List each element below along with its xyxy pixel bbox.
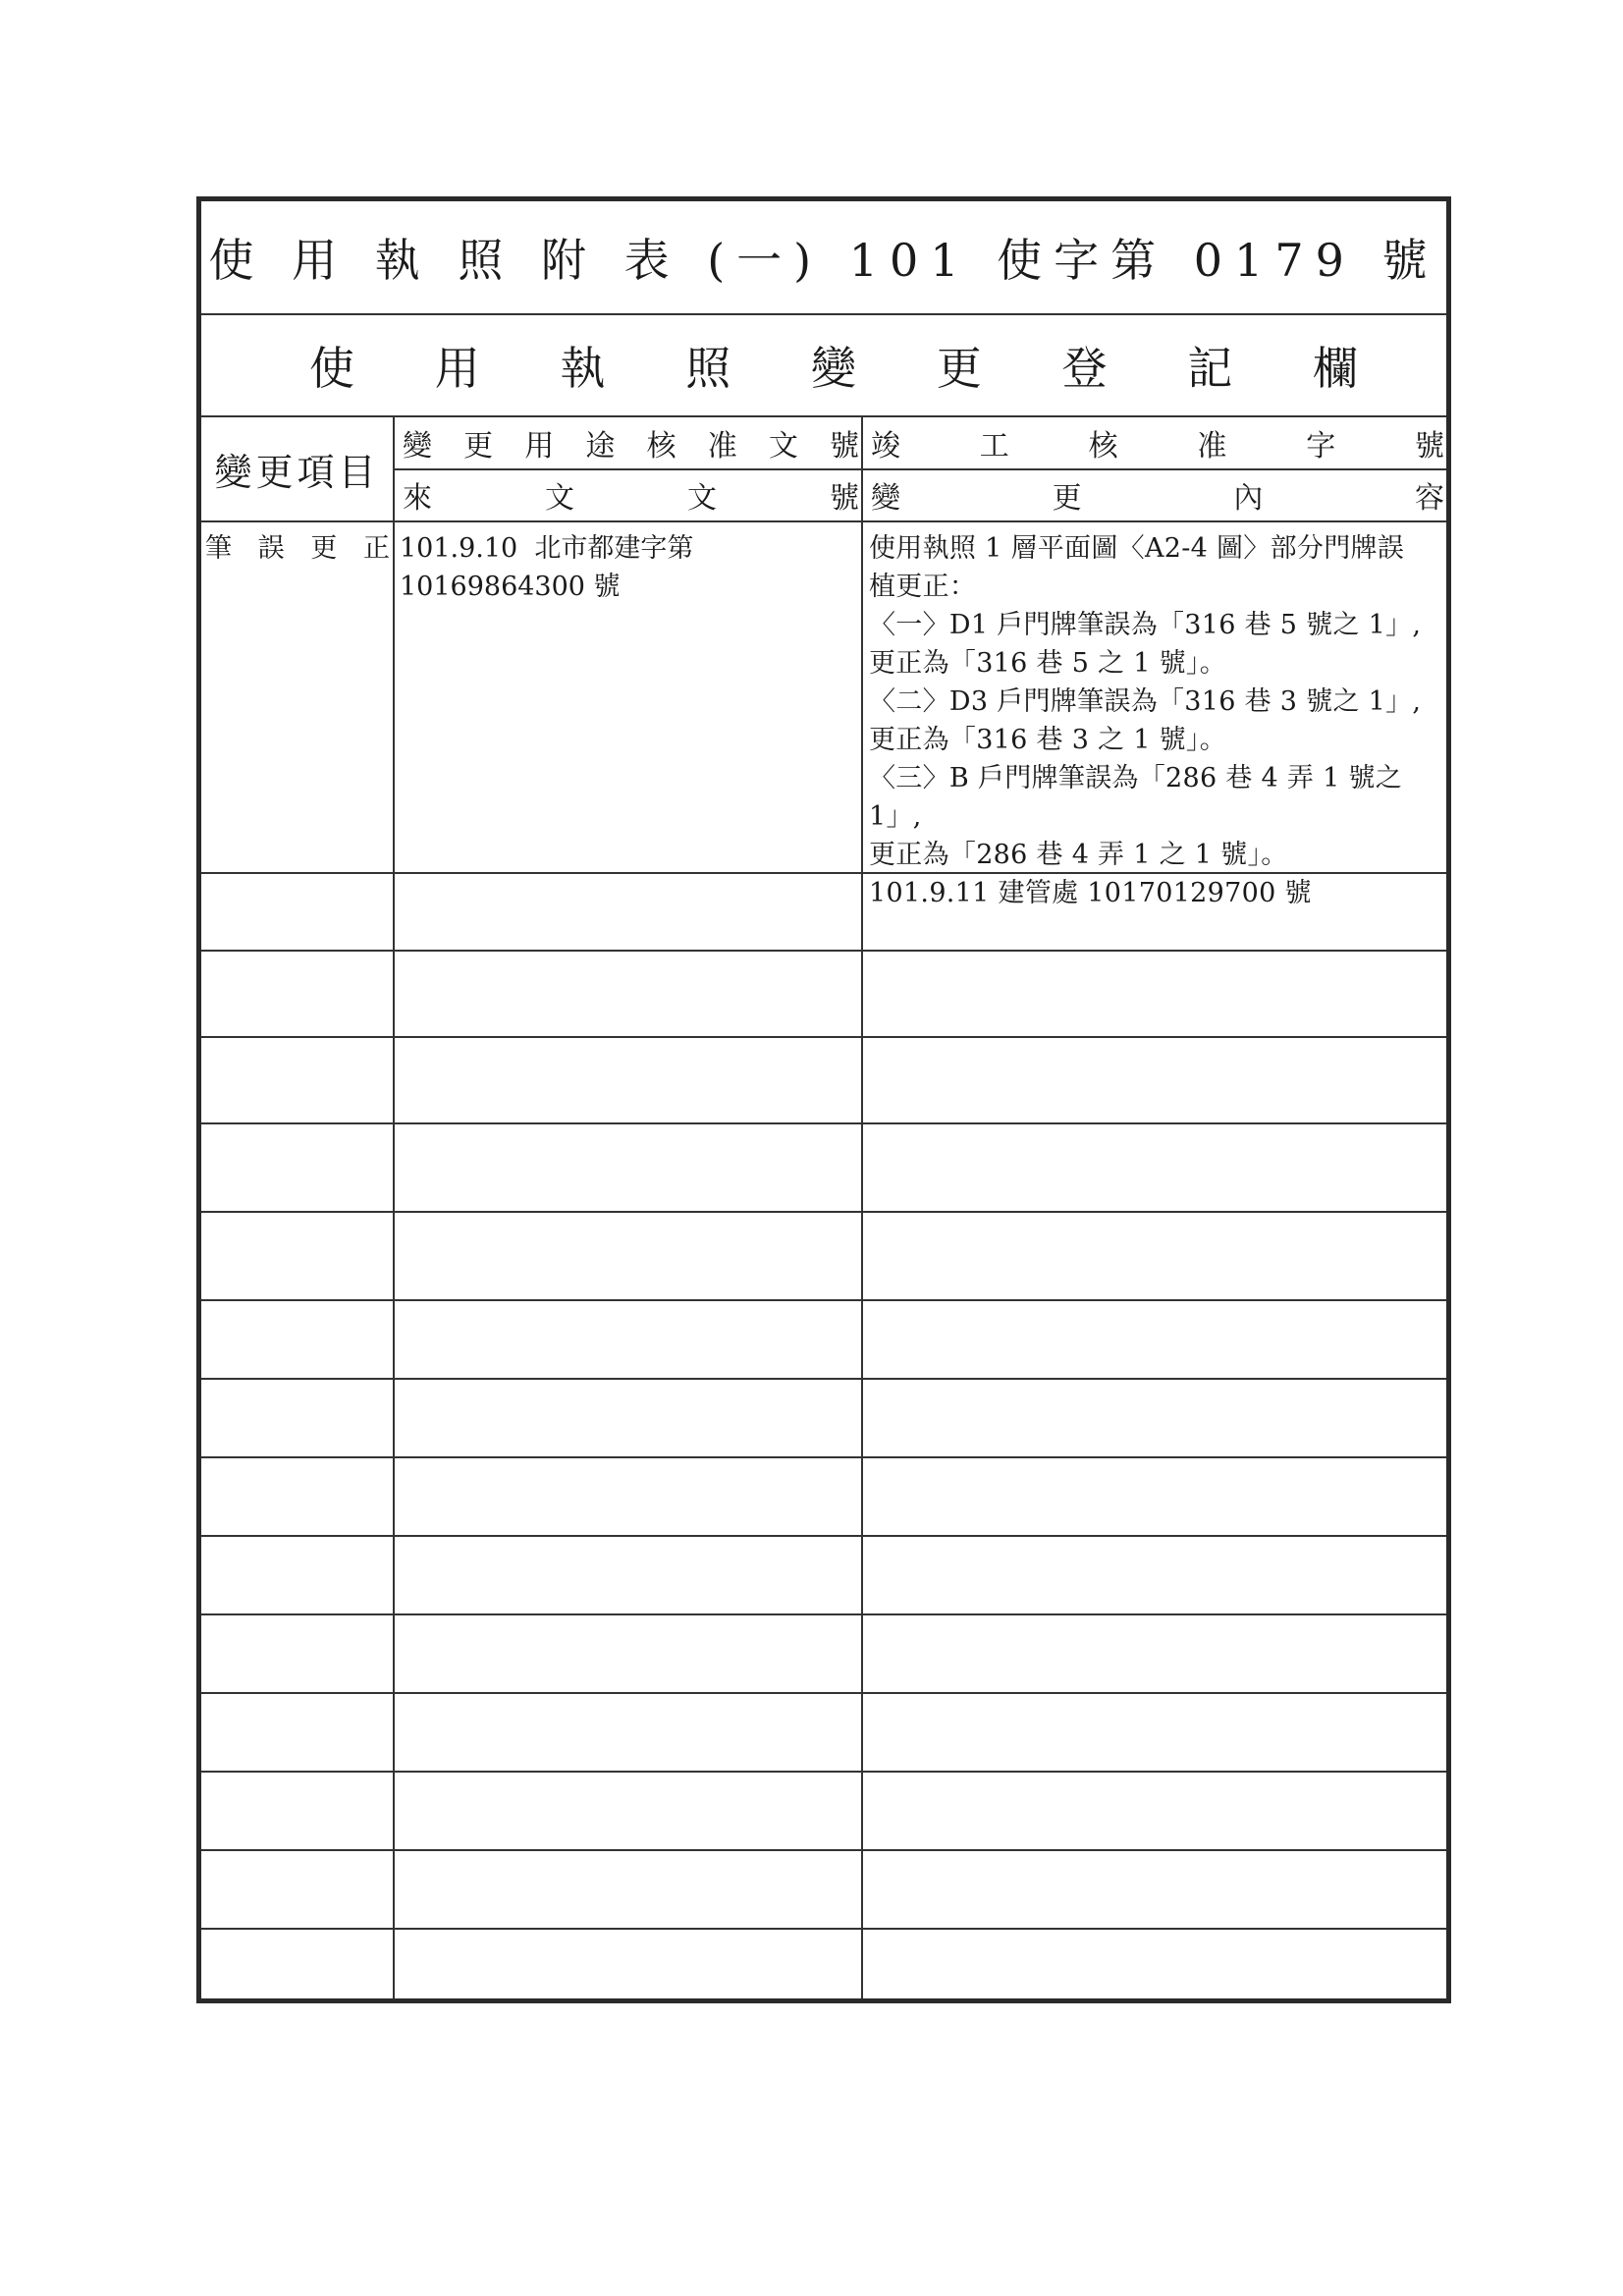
header-char: 用 <box>524 429 555 464</box>
row-line <box>201 1456 1446 1458</box>
item-char: 更 <box>310 533 338 564</box>
header-char: 核 <box>646 429 676 464</box>
table-row-doc-number: 101.9.10 北市都建字第 10169864300 號 <box>400 533 694 602</box>
subtitle-char: 登 <box>1061 342 1108 395</box>
subtitle-char: 記 <box>1187 342 1233 395</box>
header-char: 文 <box>768 429 798 464</box>
column-divider <box>393 417 395 1998</box>
subtitle-char: 使 <box>309 342 354 395</box>
subtitle-char: 變 <box>811 342 856 395</box>
header-char: 准 <box>707 429 737 464</box>
table-row-item <box>205 529 390 568</box>
usage-permit-form <box>196 196 1451 2003</box>
subtitle-char: 用 <box>434 342 480 395</box>
header-char: 變 <box>871 481 900 516</box>
change-registration-table <box>201 417 1446 1998</box>
header-char: 准 <box>1197 429 1227 464</box>
subtitle-char: 欄 <box>1313 342 1358 395</box>
row-line <box>201 1771 1446 1773</box>
section-title <box>309 315 1358 415</box>
row-line <box>201 950 1446 952</box>
header-change-item: 變更項目 <box>214 451 380 494</box>
header-char: 文 <box>545 481 574 516</box>
header-char: 容 <box>1414 481 1444 516</box>
subtitle-char: 照 <box>685 342 731 395</box>
row-line <box>201 872 1446 874</box>
subtitle-row <box>201 315 1446 417</box>
header-char: 號 <box>830 481 859 516</box>
row-line <box>201 1299 1446 1301</box>
header-char: 號 <box>1414 429 1444 464</box>
row-line <box>201 1849 1446 1851</box>
header-char: 工 <box>979 429 1009 464</box>
header-char: 更 <box>463 429 494 464</box>
header-char: 途 <box>585 429 616 464</box>
item-char: 筆 <box>205 533 232 564</box>
subtitle-char: 執 <box>560 342 606 395</box>
table-row-content: 使用執照 1 層平面圖〈A2-4 圖〉部分門牌誤 植更正： 〈一〉D1 戶門牌筆誤為「316 巷 5 號之 1」, 更正為「316 巷 5 之 1 號」。 〈二〉D3 戶門牌筆誤為「316 巷 3 號之 1」, 更正為「316 巷 3 之 1 號」。 〈三〉B 戶門牌筆誤為「286 巷 4 弄 1 號之 1」, 更正為「286 巷 4 弄 1 之 1 號」。 101.9.11 建管處 10170129700 號 <box>869 533 1422 908</box>
row-line <box>201 1122 1446 1124</box>
row-line <box>201 1036 1446 1038</box>
row-line <box>201 1535 1446 1537</box>
header-char: 變 <box>403 429 432 464</box>
row-line <box>201 1692 1446 1694</box>
header-char: 來 <box>403 481 432 516</box>
row-line <box>201 1211 1446 1213</box>
header-char: 文 <box>687 481 717 516</box>
header-bottom-line <box>201 520 1446 522</box>
header-char: 更 <box>1052 481 1082 516</box>
row-line <box>201 1378 1446 1380</box>
item-char: 誤 <box>257 533 285 564</box>
row-line <box>201 1928 1446 1930</box>
header-char: 字 <box>1306 429 1336 464</box>
header-change-content <box>863 469 1446 520</box>
header-completion-approval-number <box>863 417 1446 468</box>
column-divider <box>861 417 863 1998</box>
header-char: 內 <box>1233 481 1264 516</box>
header-divider <box>393 468 1446 470</box>
page-title: 使 用 執 照 附 表 (一) 101 使字第 0179 號 <box>208 234 1439 287</box>
title-row <box>201 201 1446 315</box>
header-char: 號 <box>829 429 859 464</box>
row-line <box>201 1613 1446 1615</box>
header-char: 核 <box>1088 429 1118 464</box>
item-char: 正 <box>362 533 390 564</box>
header-approval-doc-number <box>395 417 861 468</box>
header-char: 竣 <box>871 429 900 464</box>
header-incoming-doc-number <box>395 469 861 520</box>
subtitle-char: 更 <box>936 342 982 395</box>
